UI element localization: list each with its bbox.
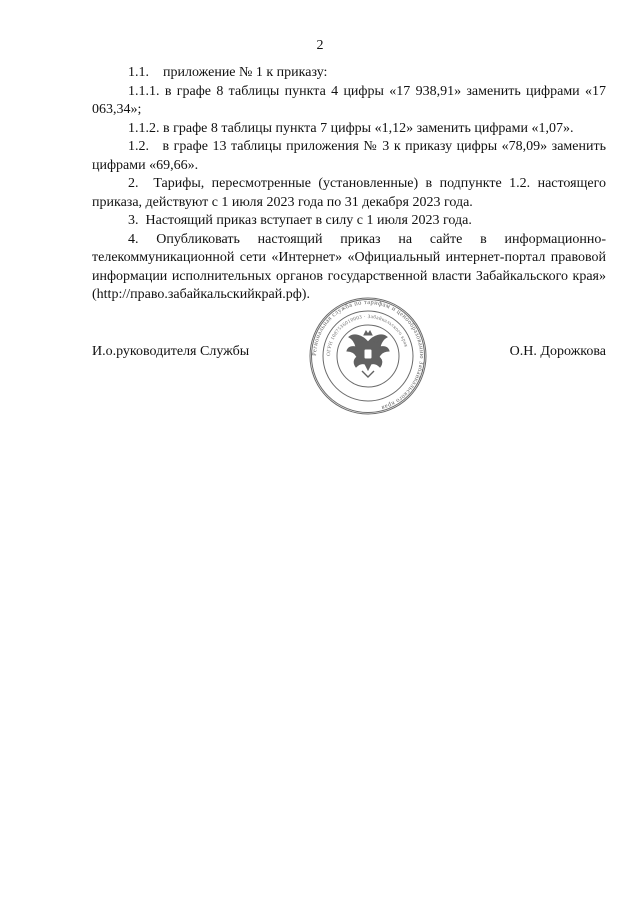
document-body [92, 64, 606, 305]
paragraph-3: 3. Настоящий приказ вступает в силу с 1 июля 2023 года. [128, 213, 472, 228]
page-number: 2 [316, 38, 324, 53]
official-seal-stamp [300, 297, 436, 415]
paragraph-4: 4. Опубликовать настоящий приказ на сайте в информационно-телекоммуникационной сети «Интернет» «Официальный интернет-портал правовой информации исполнительных органов государственной власти Забайкальского края» (http://право.забайкальскийкрай.рф). [92, 231, 606, 302]
paragraph-1-2: 1.2. в графе 13 таблицы приложения № 3 к приказу цифры «78,09» заменить цифрами «69,66». [92, 139, 606, 173]
double-headed-eagle-emblem [347, 331, 389, 377]
signer-title: И.о.руководителя Службы [92, 344, 250, 359]
paragraph-1-1-2: 1.1.2. в графе 8 таблицы пункта 7 цифры «1,12» заменить цифрами «1,07». [128, 120, 574, 136]
paragraph-1-1-1: 1.1.1. в графе 8 таблицы пункта 4 цифры «17 938,91» заменить цифрами «17 063,34»; [92, 83, 606, 117]
paragraph-1-1: 1.1. приложение № 1 к приказу: [128, 65, 328, 80]
seal-outer-text: Региональная служба по тарифам и ценообразованию Забайкальского края [310, 298, 426, 412]
seal-inner-text: ОГРН 1087536010003 · Забайкальского края [325, 313, 409, 357]
signer-name: О.Н. Дорожкова [509, 344, 606, 359]
paragraph-2: 2. Тарифы, пересмотренные (установленные) в подпункте 1.2. настоящего приказа, действуют с 1 июля 2023 года по 31 декабря 2023 года. [92, 176, 606, 210]
seal-graphic [300, 297, 436, 415]
